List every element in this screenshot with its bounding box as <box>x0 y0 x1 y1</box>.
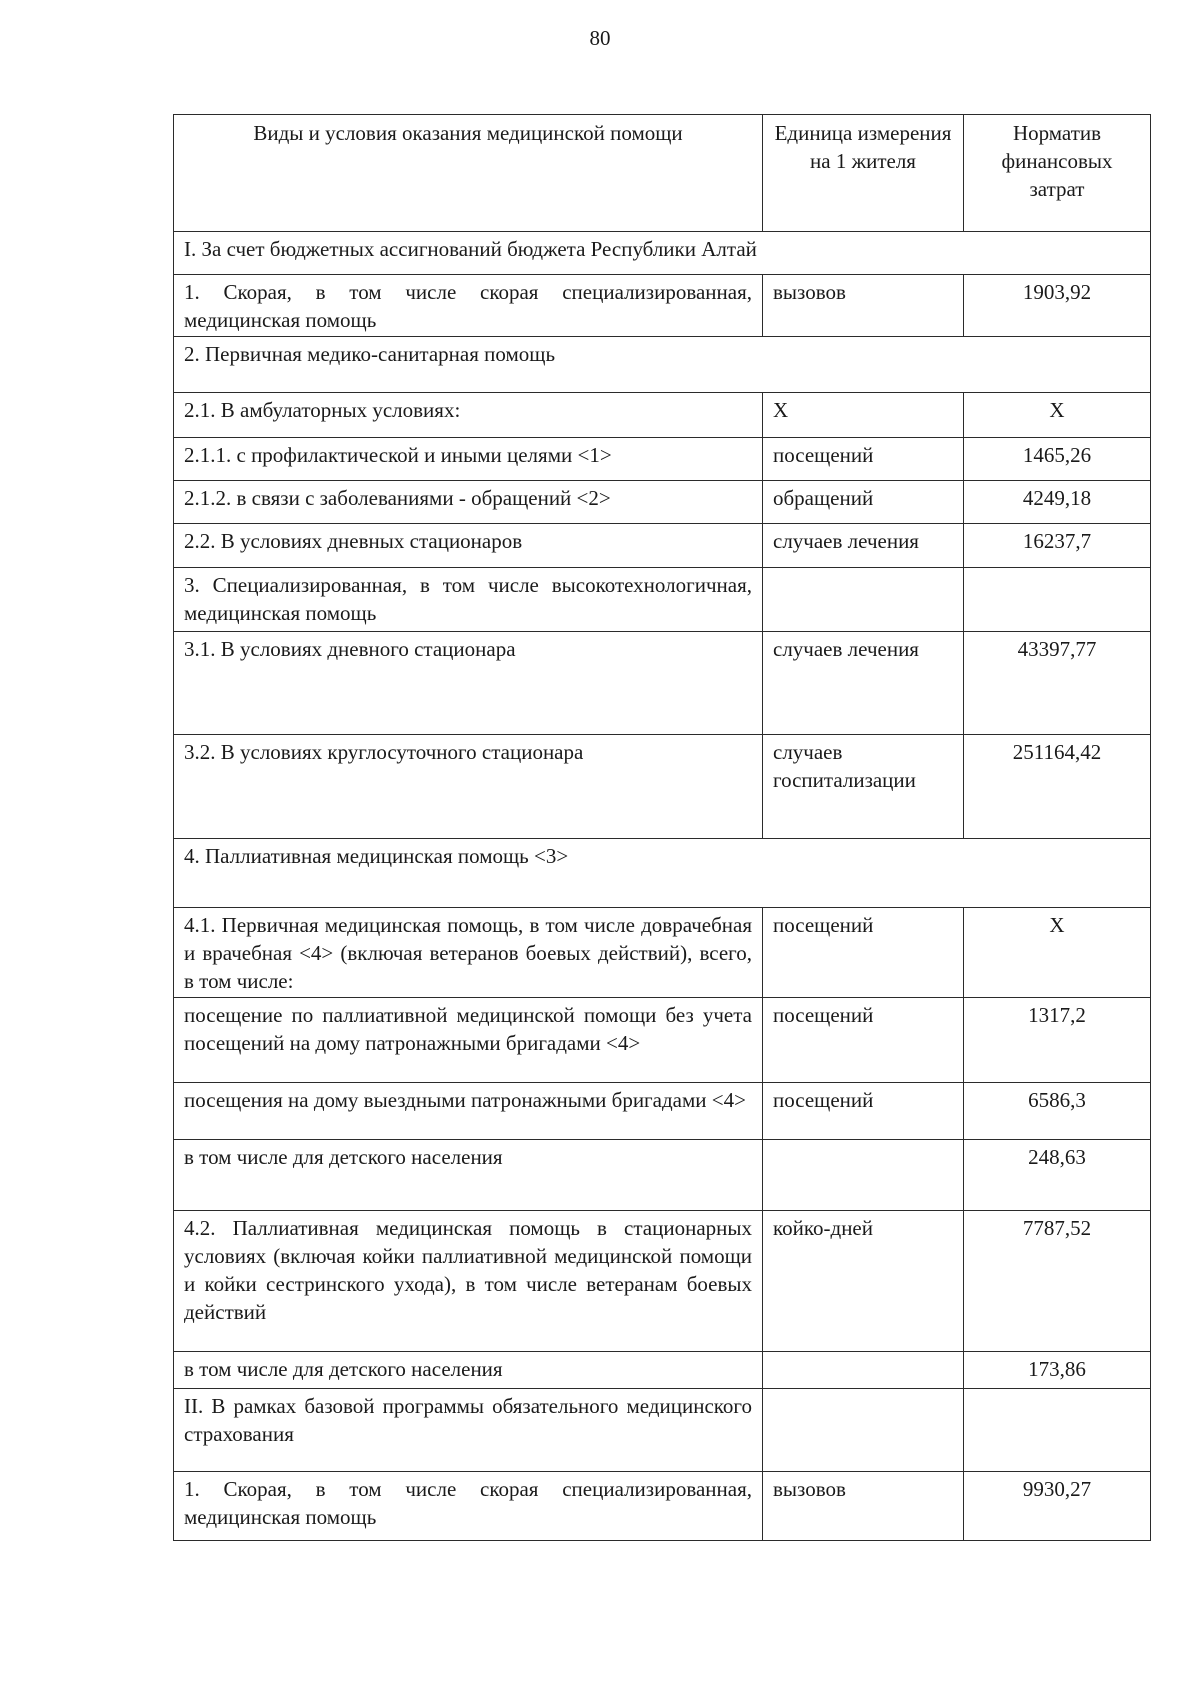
row-value: 9930,27 <box>964 1472 1151 1541</box>
row-value: 7787,52 <box>964 1211 1151 1352</box>
table-row <box>174 735 1151 839</box>
section-title: I. За счет бюджетных ассигнований бюджета Республики Алтай <box>174 232 1151 275</box>
row-description: посещения на дому выездными патронажными бригадами <4> <box>174 1083 763 1140</box>
financial-norms-table <box>173 114 1151 1541</box>
section-title: 4. Паллиативная медицинская помощь <3> <box>174 839 1151 908</box>
table-row <box>174 438 1151 481</box>
row-unit: посещений <box>763 908 964 998</box>
row-unit: вызовов <box>763 1472 964 1541</box>
row-description: 2.1.2. в связи с заболеваниями - обращений <2> <box>174 481 763 524</box>
header-norm: Норматив финансовых затрат <box>964 115 1151 232</box>
table-row <box>174 908 1151 998</box>
row-description: в том числе для детского населения <box>174 1140 763 1211</box>
row-description: 3. Специализированная, в том числе высокотехнологичная, медицинская помощь <box>174 568 763 632</box>
row-unit: случаев госпитализации <box>763 735 964 839</box>
row-value: 43397,77 <box>964 632 1151 735</box>
section-row <box>174 232 1151 275</box>
table-row <box>174 1140 1151 1211</box>
row-description: 4.2. Паллиативная медицинская помощь в стационарных условиях (включая койки паллиативной медицинской помощи и койки сестринского ухода), в том числе ветеранам боевых действий <box>174 1211 763 1352</box>
row-description: II. В рамках базовой программы обязательного медицинского страхования <box>174 1389 763 1472</box>
row-value: 4249,18 <box>964 481 1151 524</box>
row-description: 1. Скорая, в том числе скорая специализированная, медицинская помощь <box>174 275 763 337</box>
row-description: 1. Скорая, в том числе скорая специализированная, медицинская помощь <box>174 1472 763 1541</box>
row-unit: посещений <box>763 998 964 1083</box>
row-description: 2.1. В амбулаторных условиях: <box>174 393 763 438</box>
table-row <box>174 1352 1151 1389</box>
row-description: 2.2. В условиях дневных стационаров <box>174 524 763 568</box>
row-description: 4.1. Первичная медицинская помощь, в том числе доврачебная и врачебная <4> (включая ветеранов боевых действий), всего, в том числе: <box>174 908 763 998</box>
row-unit <box>763 568 964 632</box>
table-row <box>174 1472 1151 1541</box>
table-row <box>174 1211 1151 1352</box>
page-number: 80 <box>589 26 611 50</box>
row-value <box>964 568 1151 632</box>
table-row <box>174 632 1151 735</box>
row-description: в том числе для детского населения <box>174 1352 763 1389</box>
row-value: 1317,2 <box>964 998 1151 1083</box>
section-row <box>174 337 1151 393</box>
row-unit: случаев лечения <box>763 632 964 735</box>
row-description: 2.1.1. с профилактической и иными целями <1> <box>174 438 763 481</box>
row-description: посещение по паллиативной медицинской помощи без учета посещений на дому патронажными бригадами <4> <box>174 998 763 1083</box>
row-value: 16237,7 <box>964 524 1151 568</box>
row-description: 3.1. В условиях дневного стационара <box>174 632 763 735</box>
row-unit <box>763 1352 964 1389</box>
table-row <box>174 998 1151 1083</box>
row-unit: посещений <box>763 1083 964 1140</box>
table-row <box>174 524 1151 568</box>
row-value <box>964 1389 1151 1472</box>
row-unit: вызовов <box>763 275 964 337</box>
table-row <box>174 1083 1151 1140</box>
table-row <box>174 568 1151 632</box>
row-unit: обращений <box>763 481 964 524</box>
table-row <box>174 481 1151 524</box>
section-row <box>174 839 1151 908</box>
row-value: X <box>964 393 1151 438</box>
table-row <box>174 1389 1151 1472</box>
row-value: 6586,3 <box>964 1083 1151 1140</box>
row-unit: койко-дней <box>763 1211 964 1352</box>
table-row <box>174 393 1151 438</box>
row-unit: посещений <box>763 438 964 481</box>
row-value: 248,63 <box>964 1140 1151 1211</box>
row-value: 1465,26 <box>964 438 1151 481</box>
header-unit: Единица измерения на 1 жителя <box>763 115 964 232</box>
row-unit: случаев лечения <box>763 524 964 568</box>
row-unit <box>763 1389 964 1472</box>
table-row <box>174 275 1151 337</box>
row-unit <box>763 1140 964 1211</box>
row-value: 173,86 <box>964 1352 1151 1389</box>
row-value: 1903,92 <box>964 275 1151 337</box>
row-unit: X <box>763 393 964 438</box>
header-care-types: Виды и условия оказания медицинской помощи <box>174 115 763 232</box>
row-description: 3.2. В условиях круглосуточного стационара <box>174 735 763 839</box>
header-row <box>174 115 1151 232</box>
row-value: X <box>964 908 1151 998</box>
row-value: 251164,42 <box>964 735 1151 839</box>
section-title: 2. Первичная медико-санитарная помощь <box>174 337 1151 393</box>
